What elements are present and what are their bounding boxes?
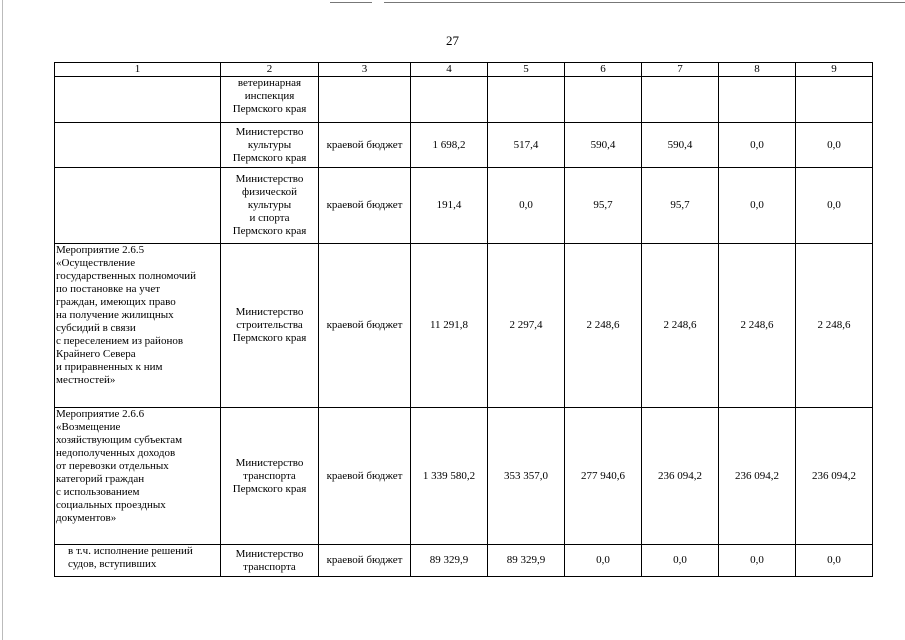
value-cell: 0,0	[796, 123, 873, 168]
cell-line: в т.ч. исполнение решений	[68, 545, 193, 557]
value-cell: 0,0	[488, 168, 565, 244]
cell-line: Министерство	[235, 306, 304, 318]
cell-line: Министерство	[235, 456, 304, 469]
cell-line: Крайнего Севера	[56, 348, 136, 360]
funding-source-cell: краевой бюджет	[319, 244, 411, 408]
activity-cell	[55, 545, 221, 577]
executor-cell	[221, 545, 319, 577]
value-cell: 191,4	[411, 168, 488, 244]
cell-line: Пермского края	[232, 151, 307, 164]
cell-line: Пермского края	[232, 332, 307, 344]
cell-line: Пермского края	[232, 482, 307, 495]
cell-line: и спорта	[249, 212, 290, 224]
column-number: 1	[55, 63, 221, 77]
activity-cell	[55, 168, 221, 244]
value-cell: 0,0	[796, 168, 873, 244]
value-cell: 0,0	[796, 545, 873, 577]
cell-line: «Возмещение	[56, 421, 121, 433]
value-cell: 236 094,2	[719, 408, 796, 545]
column-number-row	[55, 63, 873, 77]
activity-cell	[55, 408, 221, 545]
value-cell: 2 297,4	[488, 244, 565, 408]
cell-line: социальных проездных	[56, 499, 166, 511]
cell-line: Мероприятие 2.6.6	[56, 408, 145, 420]
cell-line: на получение жилищных	[56, 309, 174, 321]
value-cell: 0,0	[565, 545, 642, 577]
column-number: 3	[319, 63, 411, 77]
cell-line: с использованием	[56, 486, 140, 498]
value-cell	[796, 77, 873, 123]
cell-line: транспорта	[243, 469, 296, 482]
cell-line: Министерство	[235, 547, 304, 560]
value-cell: 236 094,2	[642, 408, 719, 545]
cell-line: инспекция	[244, 90, 295, 102]
executor-cell	[221, 77, 319, 123]
value-cell: 1 339 580,2	[411, 408, 488, 545]
cell-line: хозяйствующим субъектам	[56, 434, 183, 446]
value-cell: 95,7	[642, 168, 719, 244]
funding-source-cell: краевой бюджет	[319, 123, 411, 168]
column-number: 5	[488, 63, 565, 77]
value-cell: 0,0	[719, 545, 796, 577]
cell-line: от перевозки отдельных	[56, 460, 169, 472]
cell-line: строительства	[236, 319, 303, 331]
column-number: 6	[565, 63, 642, 77]
value-cell: 590,4	[642, 123, 719, 168]
cell-line: физической	[242, 186, 297, 198]
value-cell: 11 291,8	[411, 244, 488, 408]
value-cell: 2 248,6	[796, 244, 873, 408]
cell-line: культуры	[247, 138, 292, 151]
cell-line: культуры	[247, 199, 292, 211]
value-cell: 236 094,2	[796, 408, 873, 545]
cell-line: ветеринарная	[237, 77, 302, 89]
cell-line: местностей»	[56, 374, 116, 386]
column-number: 2	[221, 63, 319, 77]
cell-line: по постановке на учет	[56, 283, 161, 295]
value-cell	[719, 77, 796, 123]
value-cell: 89 329,9	[411, 545, 488, 577]
value-cell: 0,0	[642, 545, 719, 577]
executor-cell	[221, 123, 319, 168]
funding-source-cell: краевой бюджет	[319, 408, 411, 545]
cell-line: Пермского края	[232, 225, 307, 237]
table-row	[55, 123, 873, 168]
activity-cell	[55, 244, 221, 408]
column-number: 9	[796, 63, 873, 77]
executor-cell	[221, 168, 319, 244]
value-cell: 1 698,2	[411, 123, 488, 168]
cell-line: недополученных доходов	[56, 447, 176, 459]
value-cell: 0,0	[719, 168, 796, 244]
cell-line: «Осуществление	[56, 257, 136, 269]
top-edge-line	[384, 2, 905, 3]
table-row	[55, 408, 873, 545]
cell-line: Мероприятие 2.6.5	[56, 244, 145, 256]
column-number: 8	[719, 63, 796, 77]
column-number: 7	[642, 63, 719, 77]
value-cell: 517,4	[488, 123, 565, 168]
top-edge-line	[330, 2, 372, 3]
budget-table	[54, 62, 873, 577]
table-row	[55, 77, 873, 123]
value-cell: 353 357,0	[488, 408, 565, 545]
cell-line: с переселением из районов	[56, 335, 184, 347]
cell-line: транспорта	[243, 560, 296, 573]
executor-cell	[221, 408, 319, 545]
cell-line: Министерство	[235, 125, 304, 138]
cell-line: граждан, имеющих право	[56, 296, 176, 308]
funding-source-cell: краевой бюджет	[319, 545, 411, 577]
cell-line: государственных полномочий	[56, 270, 197, 282]
value-cell: 590,4	[565, 123, 642, 168]
table-row	[55, 244, 873, 408]
cell-line: субсидий в связи	[56, 322, 136, 334]
value-cell: 0,0	[719, 123, 796, 168]
table-row	[55, 545, 873, 577]
activity-cell	[55, 77, 221, 123]
left-edge-line	[2, 0, 3, 640]
value-cell: 277 940,6	[565, 408, 642, 545]
cell-line: документов»	[56, 512, 117, 524]
value-cell: 95,7	[565, 168, 642, 244]
value-cell	[411, 77, 488, 123]
value-cell: 2 248,6	[642, 244, 719, 408]
funding-source-cell	[319, 77, 411, 123]
value-cell	[565, 77, 642, 123]
table-row	[55, 168, 873, 244]
page-number: 27	[446, 33, 459, 48]
activity-cell	[55, 123, 221, 168]
value-cell: 2 248,6	[565, 244, 642, 408]
cell-line: и приравненных к ним	[56, 361, 163, 373]
value-cell: 2 248,6	[719, 244, 796, 408]
column-number: 4	[411, 63, 488, 77]
value-cell: 89 329,9	[488, 545, 565, 577]
value-cell	[642, 77, 719, 123]
cell-line: Пермского края	[232, 103, 307, 115]
cell-line: судов, вступивших	[68, 558, 157, 570]
cell-line: Министерство	[235, 173, 304, 185]
executor-cell	[221, 244, 319, 408]
cell-line: категорий граждан	[56, 473, 145, 485]
funding-source-cell: краевой бюджет	[319, 168, 411, 244]
value-cell	[488, 77, 565, 123]
